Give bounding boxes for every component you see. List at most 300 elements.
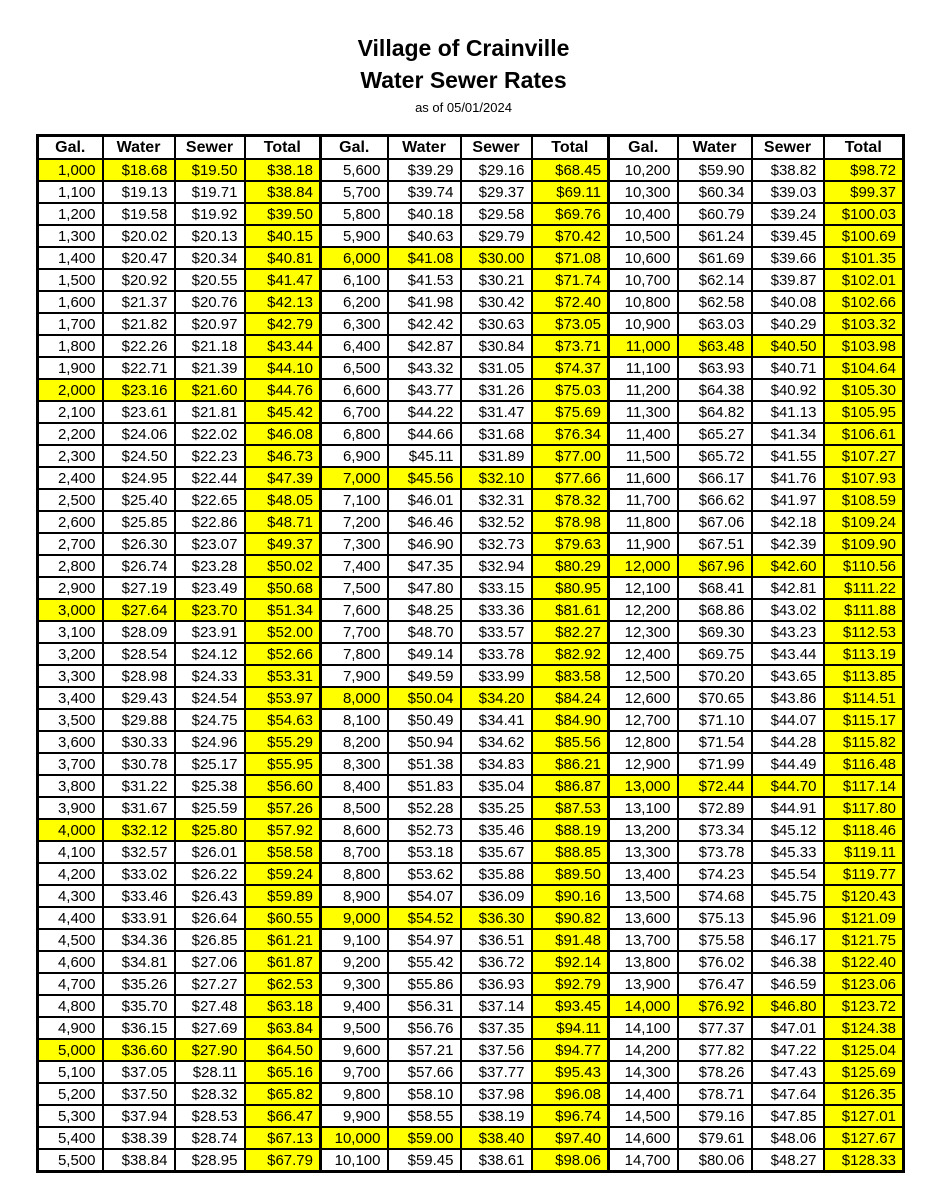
sewer-cell: $41.55 (752, 445, 824, 467)
gal-cell: 12,300 (609, 621, 678, 643)
rate-row (38, 929, 904, 951)
total-cell: $84.90 (532, 709, 609, 731)
total-cell: $114.51 (824, 687, 904, 709)
water-cell: $55.86 (388, 973, 461, 995)
total-cell: $71.74 (532, 269, 609, 291)
gal-cell: 7,000 (321, 467, 388, 489)
water-cell: $53.18 (388, 841, 461, 863)
water-cell: $64.38 (678, 379, 752, 401)
water-cell: $67.06 (678, 511, 752, 533)
water-cell: $20.02 (103, 225, 175, 247)
total-cell: $115.17 (824, 709, 904, 731)
sewer-cell: $25.17 (175, 753, 245, 775)
gal-cell: 1,900 (38, 357, 103, 379)
gal-cell: 7,800 (321, 643, 388, 665)
total-cell: $79.63 (532, 533, 609, 555)
gal-cell: 9,300 (321, 973, 388, 995)
sewer-cell: $25.59 (175, 797, 245, 819)
sewer-cell: $33.57 (461, 621, 532, 643)
total-cell: $40.15 (245, 225, 321, 247)
total-cell: $49.37 (245, 533, 321, 555)
sewer-cell: $46.38 (752, 951, 824, 973)
water-cell: $36.15 (103, 1017, 175, 1039)
water-cell: $57.21 (388, 1039, 461, 1061)
rate-row (38, 401, 904, 423)
total-cell: $38.18 (245, 159, 321, 181)
total-cell: $41.47 (245, 269, 321, 291)
rate-row (38, 731, 904, 753)
gal-cell: 1,700 (38, 313, 103, 335)
gal-cell: 10,300 (609, 181, 678, 203)
sewer-cell: $30.21 (461, 269, 532, 291)
total-cell: $105.30 (824, 379, 904, 401)
total-cell: $53.31 (245, 665, 321, 687)
water-cell: $41.53 (388, 269, 461, 291)
gal-cell: 13,300 (609, 841, 678, 863)
column-header-sewer: Sewer (461, 136, 532, 160)
rate-row (38, 489, 904, 511)
sewer-cell: $27.69 (175, 1017, 245, 1039)
sewer-cell: $29.79 (461, 225, 532, 247)
table-body (38, 159, 904, 1172)
gal-cell: 11,000 (609, 335, 678, 357)
water-cell: $18.68 (103, 159, 175, 181)
rate-row (38, 269, 904, 291)
sewer-cell: $21.60 (175, 379, 245, 401)
water-cell: $43.77 (388, 379, 461, 401)
water-cell: $39.74 (388, 181, 461, 203)
total-cell: $111.88 (824, 599, 904, 621)
sewer-cell: $39.87 (752, 269, 824, 291)
rate-row (38, 445, 904, 467)
sewer-cell: $27.90 (175, 1039, 245, 1061)
gal-cell: 14,300 (609, 1061, 678, 1083)
sewer-cell: $43.65 (752, 665, 824, 687)
page-title: Village of Crainville (357, 35, 570, 61)
total-cell: $78.32 (532, 489, 609, 511)
gal-cell: 14,700 (609, 1149, 678, 1172)
sewer-cell: $30.00 (461, 247, 532, 269)
water-cell: $56.76 (388, 1017, 461, 1039)
water-cell: $36.60 (103, 1039, 175, 1061)
total-cell: $124.38 (824, 1017, 904, 1039)
water-cell: $79.16 (678, 1105, 752, 1127)
gal-cell: 3,700 (38, 753, 103, 775)
gal-cell: 3,400 (38, 687, 103, 709)
water-sewer-rates-table (36, 134, 905, 1173)
total-cell: $44.10 (245, 357, 321, 379)
column-header-water: Water (678, 136, 752, 160)
gal-cell: 1,000 (38, 159, 103, 181)
total-cell: $115.82 (824, 731, 904, 753)
gal-cell: 6,200 (321, 291, 388, 313)
water-cell: $77.37 (678, 1017, 752, 1039)
sewer-cell: $28.11 (175, 1061, 245, 1083)
sewer-cell: $39.24 (752, 203, 824, 225)
total-cell: $120.43 (824, 885, 904, 907)
total-cell: $94.11 (532, 1017, 609, 1039)
water-cell: $22.71 (103, 357, 175, 379)
total-cell: $100.69 (824, 225, 904, 247)
total-cell: $89.50 (532, 863, 609, 885)
water-cell: $53.62 (388, 863, 461, 885)
water-cell: $41.08 (388, 247, 461, 269)
rate-row (38, 225, 904, 247)
gal-cell: 14,200 (609, 1039, 678, 1061)
water-cell: $26.74 (103, 555, 175, 577)
water-cell: $54.07 (388, 885, 461, 907)
total-cell: $64.50 (245, 1039, 321, 1061)
gal-cell: 9,800 (321, 1083, 388, 1105)
total-cell: $106.61 (824, 423, 904, 445)
sewer-cell: $20.76 (175, 291, 245, 313)
gal-cell: 4,400 (38, 907, 103, 929)
total-cell: $95.43 (532, 1061, 609, 1083)
total-cell: $47.39 (245, 467, 321, 489)
total-cell: $83.58 (532, 665, 609, 687)
total-cell: $52.00 (245, 621, 321, 643)
gal-cell: 9,400 (321, 995, 388, 1017)
water-cell: $40.18 (388, 203, 461, 225)
total-cell: $85.56 (532, 731, 609, 753)
water-cell: $63.93 (678, 357, 752, 379)
as-of-date: as of 05/01/2024 (415, 100, 512, 115)
rate-row (38, 819, 904, 841)
sewer-cell: $39.03 (752, 181, 824, 203)
total-cell: $109.90 (824, 533, 904, 555)
total-cell: $123.72 (824, 995, 904, 1017)
gal-cell: 11,400 (609, 423, 678, 445)
total-cell: $77.66 (532, 467, 609, 489)
water-cell: $49.14 (388, 643, 461, 665)
water-cell: $60.34 (678, 181, 752, 203)
total-cell: $82.92 (532, 643, 609, 665)
gal-cell: 8,500 (321, 797, 388, 819)
water-cell: $28.54 (103, 643, 175, 665)
gal-cell: 8,000 (321, 687, 388, 709)
gal-cell: 11,900 (609, 533, 678, 555)
total-cell: $73.05 (532, 313, 609, 335)
gal-cell: 13,900 (609, 973, 678, 995)
gal-cell: 1,600 (38, 291, 103, 313)
sewer-cell: $33.99 (461, 665, 532, 687)
sewer-cell: $33.15 (461, 577, 532, 599)
rate-row (38, 973, 904, 995)
gal-cell: 3,500 (38, 709, 103, 731)
water-cell: $46.46 (388, 511, 461, 533)
total-cell: $73.71 (532, 335, 609, 357)
gal-cell: 1,800 (38, 335, 103, 357)
total-cell: $98.72 (824, 159, 904, 181)
rate-row (38, 863, 904, 885)
water-cell: $48.70 (388, 621, 461, 643)
rate-row (38, 599, 904, 621)
water-cell: $45.11 (388, 445, 461, 467)
gal-cell: 12,600 (609, 687, 678, 709)
total-cell: $110.56 (824, 555, 904, 577)
total-cell: $107.93 (824, 467, 904, 489)
sewer-cell: $25.38 (175, 775, 245, 797)
total-cell: $127.01 (824, 1105, 904, 1127)
sewer-cell: $40.08 (752, 291, 824, 313)
water-cell: $64.82 (678, 401, 752, 423)
rate-row (38, 951, 904, 973)
total-cell: $50.02 (245, 555, 321, 577)
sewer-cell: $21.81 (175, 401, 245, 423)
column-header-water: Water (103, 136, 175, 160)
rate-row (38, 335, 904, 357)
total-cell: $63.18 (245, 995, 321, 1017)
total-cell: $84.24 (532, 687, 609, 709)
gal-cell: 11,100 (609, 357, 678, 379)
sewer-cell: $29.16 (461, 159, 532, 181)
sewer-cell: $39.66 (752, 247, 824, 269)
total-cell: $66.47 (245, 1105, 321, 1127)
total-cell: $65.82 (245, 1083, 321, 1105)
rate-row (38, 643, 904, 665)
water-cell: $67.51 (678, 533, 752, 555)
gal-cell: 13,200 (609, 819, 678, 841)
gal-cell: 3,000 (38, 599, 103, 621)
water-cell: $21.37 (103, 291, 175, 313)
gal-cell: 4,500 (38, 929, 103, 951)
gal-cell: 10,200 (609, 159, 678, 181)
column-header-gal: Gal. (38, 136, 103, 160)
gal-cell: 9,000 (321, 907, 388, 929)
total-cell: $72.40 (532, 291, 609, 313)
sewer-cell: $34.41 (461, 709, 532, 731)
water-cell: $58.10 (388, 1083, 461, 1105)
sewer-cell: $36.93 (461, 973, 532, 995)
sewer-cell: $23.28 (175, 555, 245, 577)
total-cell: $112.53 (824, 621, 904, 643)
total-cell: $104.64 (824, 357, 904, 379)
water-cell: $62.14 (678, 269, 752, 291)
water-cell: $51.38 (388, 753, 461, 775)
water-cell: $76.47 (678, 973, 752, 995)
water-cell: $29.88 (103, 709, 175, 731)
gal-cell: 9,700 (321, 1061, 388, 1083)
sewer-cell: $27.06 (175, 951, 245, 973)
water-cell: $28.09 (103, 621, 175, 643)
gal-cell: 10,800 (609, 291, 678, 313)
rate-row (38, 907, 904, 929)
total-cell: $75.69 (532, 401, 609, 423)
sewer-cell: $41.76 (752, 467, 824, 489)
gal-cell: 14,000 (609, 995, 678, 1017)
sewer-cell: $45.54 (752, 863, 824, 885)
gal-cell: 5,600 (321, 159, 388, 181)
gal-cell: 12,700 (609, 709, 678, 731)
water-cell: $24.95 (103, 467, 175, 489)
water-cell: $73.78 (678, 841, 752, 863)
sewer-cell: $36.09 (461, 885, 532, 907)
total-cell: $69.76 (532, 203, 609, 225)
sewer-cell: $41.13 (752, 401, 824, 423)
sewer-cell: $19.50 (175, 159, 245, 181)
water-cell: $33.46 (103, 885, 175, 907)
water-cell: $38.84 (103, 1149, 175, 1172)
title-block (0, 32, 927, 117)
rate-row (38, 1149, 904, 1172)
gal-cell: 2,200 (38, 423, 103, 445)
sewer-cell: $42.60 (752, 555, 824, 577)
total-cell: $54.63 (245, 709, 321, 731)
total-cell: $113.85 (824, 665, 904, 687)
water-cell: $54.52 (388, 907, 461, 929)
column-header-sewer: Sewer (175, 136, 245, 160)
column-header-total: Total (532, 136, 609, 160)
sewer-cell: $24.96 (175, 731, 245, 753)
gal-cell: 2,500 (38, 489, 103, 511)
total-cell: $39.50 (245, 203, 321, 225)
sewer-cell: $33.78 (461, 643, 532, 665)
water-cell: $65.27 (678, 423, 752, 445)
sewer-cell: $21.18 (175, 335, 245, 357)
total-cell: $113.19 (824, 643, 904, 665)
sewer-cell: $43.23 (752, 621, 824, 643)
total-cell: $61.21 (245, 929, 321, 951)
water-cell: $33.02 (103, 863, 175, 885)
water-cell: $37.94 (103, 1105, 175, 1127)
water-cell: $70.65 (678, 687, 752, 709)
gal-cell: 6,700 (321, 401, 388, 423)
gal-cell: 3,600 (38, 731, 103, 753)
water-cell: $68.41 (678, 577, 752, 599)
rate-row (38, 313, 904, 335)
gal-cell: 2,900 (38, 577, 103, 599)
gal-cell: 6,000 (321, 247, 388, 269)
total-cell: $92.14 (532, 951, 609, 973)
water-cell: $25.85 (103, 511, 175, 533)
water-cell: $78.26 (678, 1061, 752, 1083)
gal-cell: 2,600 (38, 511, 103, 533)
water-cell: $62.58 (678, 291, 752, 313)
sewer-cell: $31.47 (461, 401, 532, 423)
gal-cell: 6,100 (321, 269, 388, 291)
gal-cell: 8,700 (321, 841, 388, 863)
gal-cell: 12,100 (609, 577, 678, 599)
gal-cell: 6,900 (321, 445, 388, 467)
gal-cell: 14,600 (609, 1127, 678, 1149)
gal-cell: 5,500 (38, 1149, 103, 1172)
sewer-cell: $40.71 (752, 357, 824, 379)
gal-cell: 3,800 (38, 775, 103, 797)
gal-cell: 8,800 (321, 863, 388, 885)
gal-cell: 2,400 (38, 467, 103, 489)
water-cell: $69.75 (678, 643, 752, 665)
water-cell: $27.19 (103, 577, 175, 599)
total-cell: $75.03 (532, 379, 609, 401)
sewer-cell: $34.83 (461, 753, 532, 775)
total-cell: $90.82 (532, 907, 609, 929)
sewer-cell: $43.44 (752, 643, 824, 665)
total-cell: $125.04 (824, 1039, 904, 1061)
sewer-cell: $32.10 (461, 467, 532, 489)
water-cell: $54.97 (388, 929, 461, 951)
water-cell: $45.56 (388, 467, 461, 489)
gal-cell: 8,600 (321, 819, 388, 841)
total-cell: $97.40 (532, 1127, 609, 1149)
sewer-cell: $37.14 (461, 995, 532, 1017)
water-cell: $59.45 (388, 1149, 461, 1172)
water-cell: $35.70 (103, 995, 175, 1017)
water-cell: $30.33 (103, 731, 175, 753)
total-cell: $48.05 (245, 489, 321, 511)
sewer-cell: $38.82 (752, 159, 824, 181)
total-cell: $58.58 (245, 841, 321, 863)
sewer-cell: $20.34 (175, 247, 245, 269)
sewer-cell: $37.98 (461, 1083, 532, 1105)
total-cell: $102.66 (824, 291, 904, 313)
gal-cell: 9,600 (321, 1039, 388, 1061)
sewer-cell: $48.06 (752, 1127, 824, 1149)
water-cell: $76.92 (678, 995, 752, 1017)
page-subtitle: Water Sewer Rates (360, 67, 567, 93)
total-cell: $111.22 (824, 577, 904, 599)
gal-cell: 7,900 (321, 665, 388, 687)
sewer-cell: $44.70 (752, 775, 824, 797)
gal-cell: 7,200 (321, 511, 388, 533)
sewer-cell: $31.68 (461, 423, 532, 445)
water-cell: $57.66 (388, 1061, 461, 1083)
sewer-cell: $45.33 (752, 841, 824, 863)
water-cell: $76.02 (678, 951, 752, 973)
water-cell: $68.86 (678, 599, 752, 621)
water-cell: $21.82 (103, 313, 175, 335)
gal-cell: 8,200 (321, 731, 388, 753)
water-cell: $71.54 (678, 731, 752, 753)
sewer-cell: $22.44 (175, 467, 245, 489)
water-cell: $49.59 (388, 665, 461, 687)
sewer-cell: $27.48 (175, 995, 245, 1017)
gal-cell: 2,300 (38, 445, 103, 467)
sewer-cell: $31.89 (461, 445, 532, 467)
water-cell: $58.55 (388, 1105, 461, 1127)
total-cell: $53.97 (245, 687, 321, 709)
water-cell: $20.92 (103, 269, 175, 291)
gal-cell: 11,300 (609, 401, 678, 423)
gal-cell: 5,700 (321, 181, 388, 203)
sewer-cell: $38.40 (461, 1127, 532, 1149)
rate-row (38, 533, 904, 555)
rate-row (38, 1105, 904, 1127)
water-cell: $46.01 (388, 489, 461, 511)
sewer-cell: $23.07 (175, 533, 245, 555)
sewer-cell: $35.25 (461, 797, 532, 819)
sewer-cell: $33.36 (461, 599, 532, 621)
rate-row (38, 709, 904, 731)
gal-cell: 10,400 (609, 203, 678, 225)
water-cell: $74.23 (678, 863, 752, 885)
total-cell: $77.00 (532, 445, 609, 467)
water-cell: $72.44 (678, 775, 752, 797)
water-cell: $32.12 (103, 819, 175, 841)
water-cell: $55.42 (388, 951, 461, 973)
rate-row (38, 753, 904, 775)
sewer-cell: $42.39 (752, 533, 824, 555)
rate-row (38, 841, 904, 863)
gal-cell: 7,300 (321, 533, 388, 555)
gal-cell: 13,000 (609, 775, 678, 797)
gal-cell: 9,900 (321, 1105, 388, 1127)
sewer-cell: $47.01 (752, 1017, 824, 1039)
sewer-cell: $47.85 (752, 1105, 824, 1127)
sewer-cell: $35.46 (461, 819, 532, 841)
sewer-cell: $47.22 (752, 1039, 824, 1061)
total-cell: $44.76 (245, 379, 321, 401)
water-cell: $31.22 (103, 775, 175, 797)
